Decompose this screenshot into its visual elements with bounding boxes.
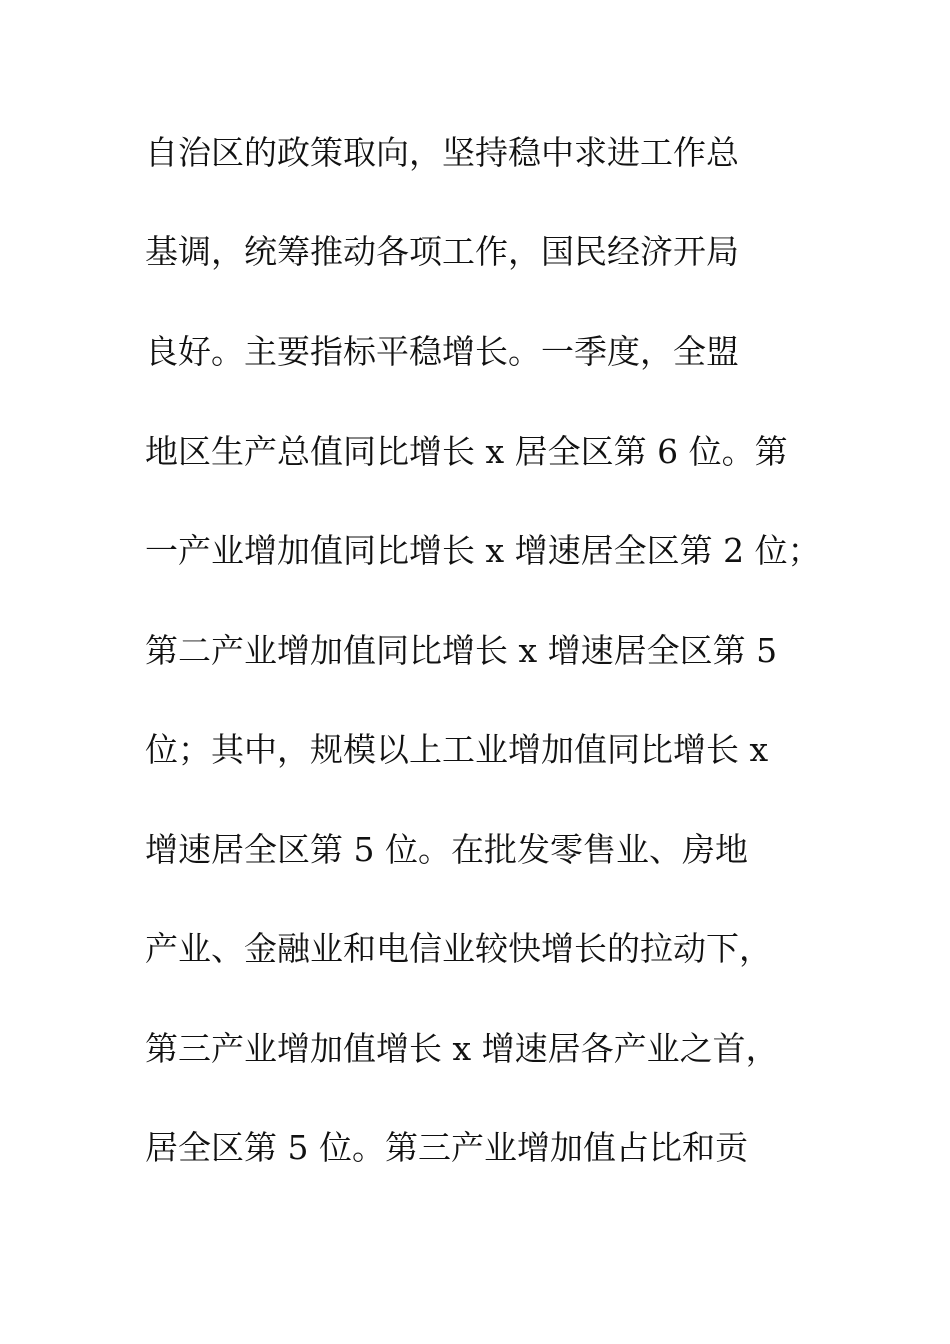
paragraph-line-6: 第二产业增加值同比增长 x 增速居全区第 5 xyxy=(145,631,778,670)
paragraph-line-1: 自治区的政策取向，坚持稳中求进工作总 xyxy=(145,133,739,172)
paragraph-line-3: 良好。主要指标平稳增长。一季度，全盟 xyxy=(145,332,739,371)
paragraph-line-7: 位；其中，规模以上工业增加值同比增长 x xyxy=(145,730,769,769)
paragraph-line-2: 基调，统筹推动各项工作，国民经济开局 xyxy=(145,232,739,271)
paragraph-line-9: 产业、金融业和电信业较快增长的拉动下， xyxy=(145,929,772,968)
paragraph-line-11: 居全区第 5 位。第三产业增加值占比和贡 xyxy=(145,1128,748,1167)
paragraph-line-5: 一产业增加值同比增长 x 增速居全区第 2 位； xyxy=(145,531,821,570)
paragraph-line-8: 增速居全区第 5 位。在批发零售业、房地 xyxy=(145,830,748,869)
paragraph-line-4: 地区生产总值同比增长 x 居全区第 6 位。第 xyxy=(145,432,788,471)
paragraph-line-10: 第三产业增加值增长 x 增速居各产业之首， xyxy=(145,1029,779,1068)
